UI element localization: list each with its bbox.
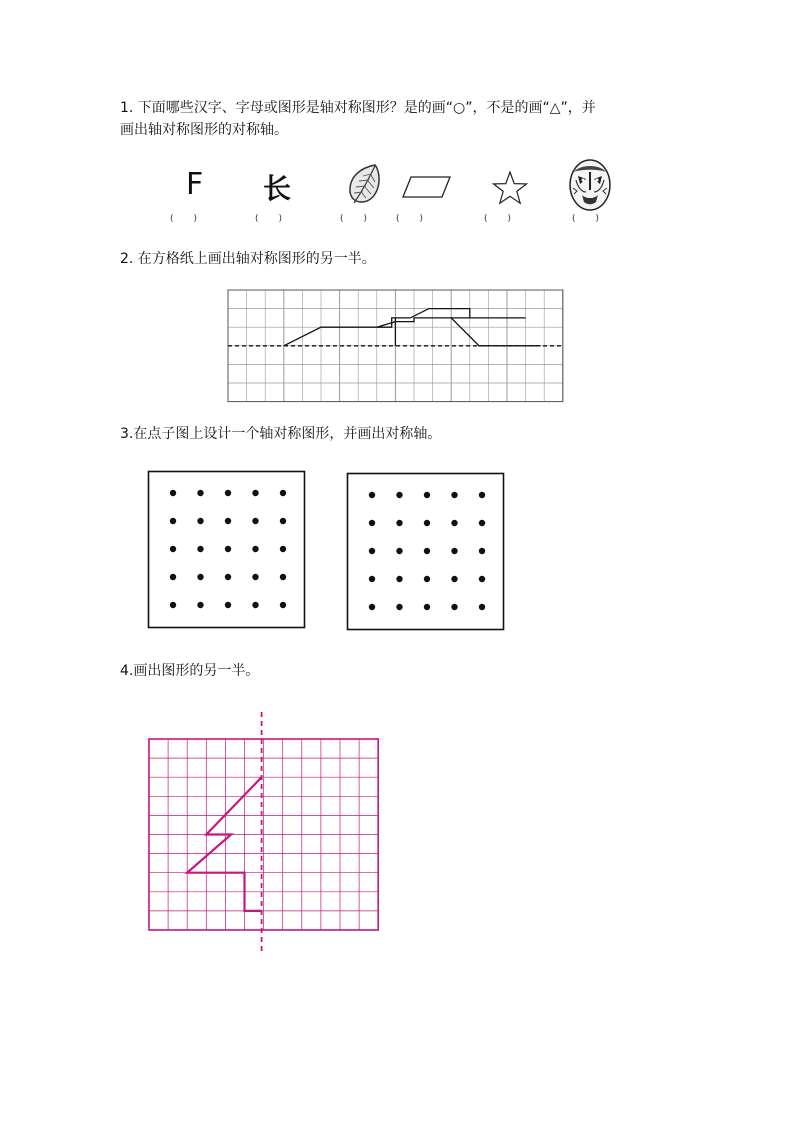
grid-dot — [396, 604, 402, 610]
grid-dot — [225, 574, 231, 580]
grid-dot — [252, 546, 258, 552]
half-figure-top — [284, 318, 526, 346]
grid-dot — [170, 574, 176, 580]
grid-dot — [424, 520, 430, 526]
answer-blank-6[interactable]: ( ) — [572, 214, 600, 224]
q3-dot-grid-left[interactable] — [148, 471, 306, 629]
grid-dot — [451, 604, 457, 610]
grid-dot — [170, 490, 176, 496]
leaf-icon — [345, 162, 385, 206]
grid-dot — [451, 548, 457, 554]
grid-dot — [479, 604, 485, 610]
grid-dot — [225, 546, 231, 552]
letter-f: F — [186, 167, 204, 202]
grid-dot — [424, 548, 430, 554]
grid-dot — [451, 520, 457, 526]
grid-dot — [225, 490, 231, 496]
q3-text: 3.在点子图上设计一个轴对称图形，并画出对称轴。 — [120, 426, 442, 442]
grid-dot — [479, 520, 485, 526]
grid-dot — [396, 576, 402, 582]
grid-dot — [252, 518, 258, 524]
grid-dot — [369, 548, 375, 554]
grid-dot — [424, 492, 430, 498]
answer-blank-1[interactable]: ( ) — [170, 214, 198, 224]
grid-dot — [197, 490, 203, 496]
grid-dot — [369, 604, 375, 610]
grid-dot — [170, 518, 176, 524]
grid-dot — [369, 492, 375, 498]
grid-dot — [424, 604, 430, 610]
q4-text: 4.画出图形的另一半。 — [120, 663, 260, 679]
grid-dot — [280, 546, 286, 552]
grid-dot — [451, 492, 457, 498]
grid-dot — [197, 546, 203, 552]
grid-dot — [280, 518, 286, 524]
grid-dot — [280, 574, 286, 580]
q1-text-line2: 画出轴对称图形的对称轴。 — [120, 122, 288, 138]
grid-dot — [170, 602, 176, 608]
grid-dot — [479, 492, 485, 498]
grid-dot — [396, 548, 402, 554]
grid-dot — [369, 576, 375, 582]
grid-dot — [424, 576, 430, 582]
grid-dot — [280, 490, 286, 496]
grid-dot — [252, 602, 258, 608]
q4-magenta-grid[interactable] — [148, 712, 382, 954]
star-icon — [492, 171, 528, 205]
answer-blank-5[interactable]: ( ) — [484, 214, 512, 224]
parallelogram-icon — [402, 175, 452, 199]
answer-blank-2[interactable]: ( ) — [255, 214, 283, 224]
grid-dot — [451, 576, 457, 582]
grid-dot — [369, 520, 375, 526]
grid-dot — [252, 574, 258, 580]
answer-blank-4[interactable]: ( ) — [396, 214, 424, 224]
grid-dot — [170, 546, 176, 552]
grid-dot — [225, 518, 231, 524]
grid-dot — [197, 518, 203, 524]
q2-square-grid[interactable] — [228, 290, 566, 404]
grid-dot — [396, 492, 402, 498]
grid-dot — [197, 602, 203, 608]
opera-mask-icon — [568, 158, 612, 212]
q2-text: 2. 在方格纸上画出轴对称图形的另一半。 — [120, 251, 376, 267]
hanzi-chang: 长 — [263, 172, 292, 205]
q3-dot-grid-right[interactable] — [347, 473, 505, 631]
answer-blank-3[interactable]: ( ) — [340, 214, 368, 224]
half-tree-figure — [187, 777, 261, 911]
q1-text-line1: 1. 下面哪些汉字、字母或图形是轴对称图形？是的画“○”，不是的画“△”，并 — [120, 100, 596, 116]
grid-dot — [280, 602, 286, 608]
grid-dot — [197, 574, 203, 580]
grid-dot — [252, 490, 258, 496]
grid-dot — [479, 548, 485, 554]
grid-dot — [225, 602, 231, 608]
half-figure-slope — [451, 318, 540, 346]
grid-dot — [396, 520, 402, 526]
grid-dot — [479, 576, 485, 582]
